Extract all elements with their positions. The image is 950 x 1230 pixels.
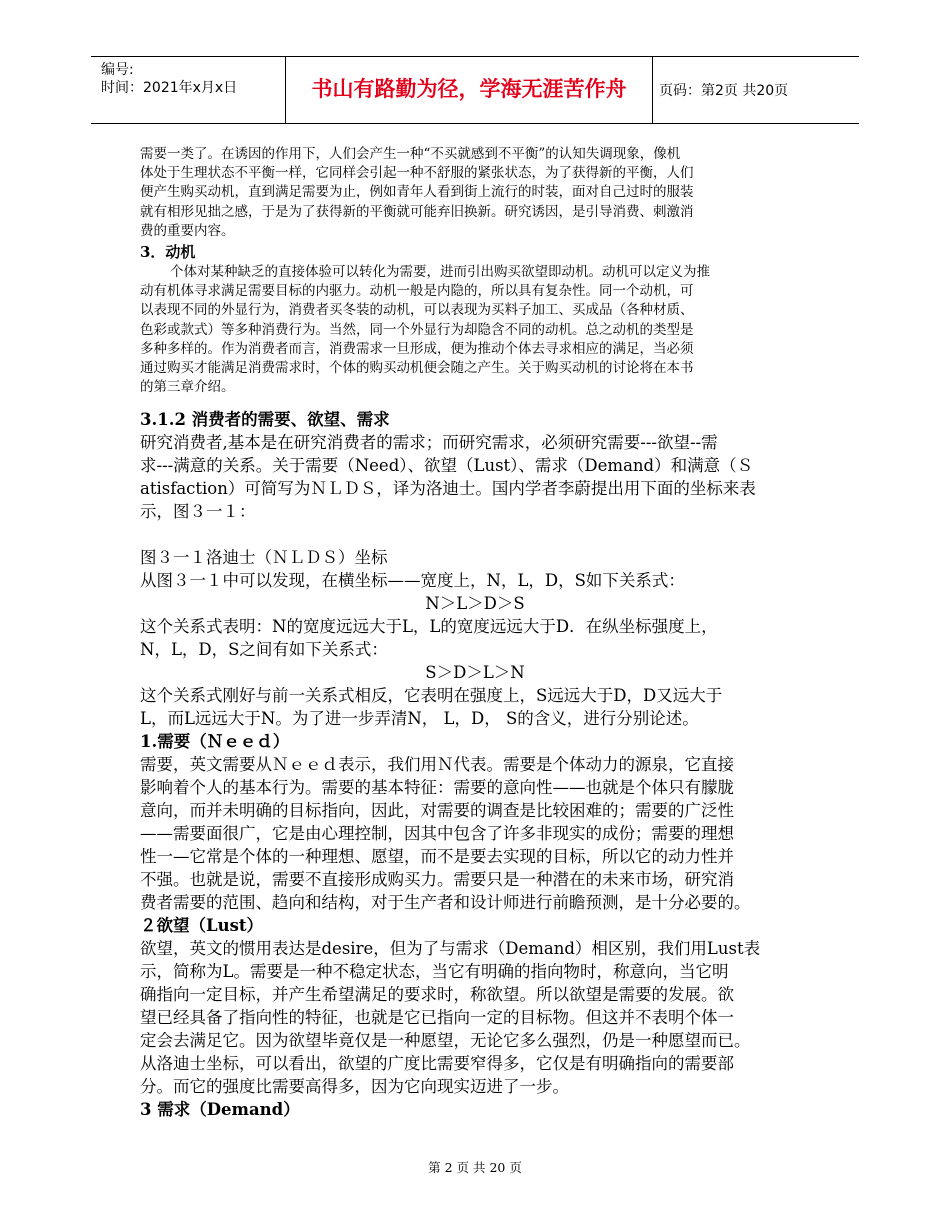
document-date-label: 时间：2021年x月x日 — [101, 80, 238, 96]
figure-caption: 图３一１洛迪士（ＮＬＤＳ）坐标 — [140, 548, 388, 567]
paragraph-line: 动有机体寻求满足需要目标的内驱力。动机一般是内隐的，所以具有复杂性。同一个动机，可 — [140, 283, 694, 300]
paragraph-line: 分。而它的强度比需要高得多，因为它向现实迈进了一步。 — [140, 1077, 569, 1096]
paragraph-line: 欲望，英文的惯用表达是desire，但为了与需求（Demand）相区别，我们用Lust表 — [140, 939, 761, 958]
section-incentive-text — [140, 145, 810, 397]
paragraph-line: 需要，英文需要从Ｎｅｅｄ表示，我们用Ｎ代表。需要是个体动力的源泉，它直接 — [140, 755, 734, 774]
paragraph-line: 从洛迪士坐标，可以看出，欲望的广度比需要窄得多，它仅是有明确指向的需要部 — [140, 1054, 734, 1073]
header-motto: 书山有路勤为径，学海无涯苦作舟 — [311, 77, 627, 101]
paragraph-line: ——需要面很广，它是由心理控制，因其中包含了许多非现实的成份；需要的理想 — [140, 824, 734, 843]
paragraph-line: 体处于生理状态不平衡一样，它同样会引起一种不舒服的紧张状态，为了获得新的平衡，人们 — [140, 165, 694, 182]
paragraph-line: L，而L远远大于N。为了进一步弄清N， L，D， S的含义，进行分别论述。 — [140, 709, 699, 728]
subheading-demand: 3 需求（Demand） — [140, 1100, 300, 1119]
subheading-lust: ２欲望（Lust） — [140, 916, 264, 935]
section-needs-text — [140, 408, 810, 1121]
blank-line — [140, 523, 810, 546]
paragraph-line: 便产生购买动机，直到满足需要为止，例如青年人看到街上流行的时装，面对自己过时的服装 — [140, 184, 694, 201]
header-page-info: 页码：第2页 共20页 — [659, 83, 789, 99]
paragraph-line: 以表现不同的外显行为，消费者买冬装的动机，可以表现为买料子加工、买成品（各种材质、 — [140, 302, 694, 319]
paragraph-line: 费者需要的范围、趋向和结构，对于生产者和设计师进行前瞻预测，是十分必要的。 — [140, 893, 751, 912]
paragraph-line: 意向，而并未明确的目标指向，因此，对需要的调查是比较困难的；需要的广泛性 — [140, 801, 734, 820]
page-footer: 第 2 页 共 20 页 — [428, 1160, 522, 1175]
paragraph-line: 从图３一１中可以发现，在横坐标——宽度上，N，L，D，S如下关系式： — [140, 571, 685, 590]
header-divider — [652, 57, 653, 123]
paragraph-line: 的第三章介绍。 — [140, 379, 235, 396]
paragraph-line: 定会去满足它。因为欲望毕竟仅是一种愿望，无论它多么强烈，仍是一种愿望而已。 — [140, 1031, 751, 1050]
formula-strength: S＞D＞L＞N — [425, 663, 525, 682]
paragraph-line: 求---满意的关系。关于需要（Need）、欲望（Lust）、需求（Demand）和满意（Ｓ — [140, 456, 754, 475]
page-header — [91, 56, 859, 124]
formula-width: N＞L＞D＞S — [425, 594, 525, 613]
subheading-need: 1.需要（Ｎｅｅｄ） — [140, 732, 290, 751]
paragraph-line: 示，简称为L。需要是一种不稳定状态，当它有明确的指向物时，称意向，当它明 — [140, 962, 729, 981]
paragraph-line: 望已经具备了指向性的特征，也就是它已指向一定的目标物。但这并不表明个体一 — [140, 1008, 734, 1027]
paragraph-line: 费的重要内容。 — [140, 222, 235, 239]
paragraph-line: 色彩或款式）等多种消费行为。当然，同一个外显行为却隐含不同的动机。总之动机的类型是 — [140, 321, 694, 338]
document-number-label: 编号: — [101, 62, 134, 78]
paragraph-line: 多种多样的。作为消费者而言，消费需求一旦形成，便为推动个体去寻求相应的满足，当必须 — [140, 340, 694, 357]
paragraph-line: N，L，D，S之间有如下关系式： — [140, 640, 388, 659]
paragraph-line: 个体对某种缺乏的直接体验可以转化为需要，进而引出购买欲望即动机。动机可以定义为推 — [170, 264, 710, 281]
paragraph-line: 通过购买才能满足消费需求时，个体的购买动机便会随之产生。关于购买动机的讨论将在本书 — [140, 360, 694, 377]
paragraph-line: atisfaction）可简写为ＮＬＤＳ，译为洛迪士。国内学者李蔚提出用下面的坐标来表 — [140, 479, 756, 498]
paragraph-line: 这个关系式刚好与前一关系式相反，它表明在强度上，S远远大于D，D又远大于 — [140, 686, 723, 705]
section-heading: 3.1.2 消费者的需要、欲望、需求 — [140, 410, 390, 429]
paragraph-line: 需要一类了。在诱因的作用下，人们会产生一种“不买就感到不平衡”的认知失调现象，像机 — [140, 146, 681, 162]
paragraph-line: 影响着个人的基本行为。需要的基本特征：需要的意向性——也就是个体只有朦胧 — [140, 778, 734, 797]
paragraph-line: 性一—它常是个体的一种理想、愿望，而不是要去实现的目标，所以它的动力性并 — [140, 847, 734, 866]
header-meta — [101, 61, 237, 97]
paragraph-line: 确指向一定目标，并产生希望满足的要求时，称欲望。所以欲望是需要的发展。欲 — [140, 985, 734, 1004]
section-heading-motive: 3．动机 — [140, 243, 196, 262]
paragraph-line: 这个关系式表明：N的宽度远远大于L，L的宽度远远大于D．在纵坐标强度上， — [140, 617, 718, 636]
paragraph-line: 不强。也就是说，需要不直接形成购买力。需要只是一种潜在的未来市场，研究消 — [140, 870, 734, 889]
paragraph-line: 示，图３一１： — [140, 502, 256, 521]
paragraph-line: 就有相形见拙之感，于是为了获得新的平衡就可能弃旧换新。研究诱因，是引导消费、刺激消 — [140, 203, 694, 220]
paragraph-line: 研究消费者,基本是在研究消费者的需求；而研究需求，必须研究需要---欲望--需 — [140, 433, 718, 452]
